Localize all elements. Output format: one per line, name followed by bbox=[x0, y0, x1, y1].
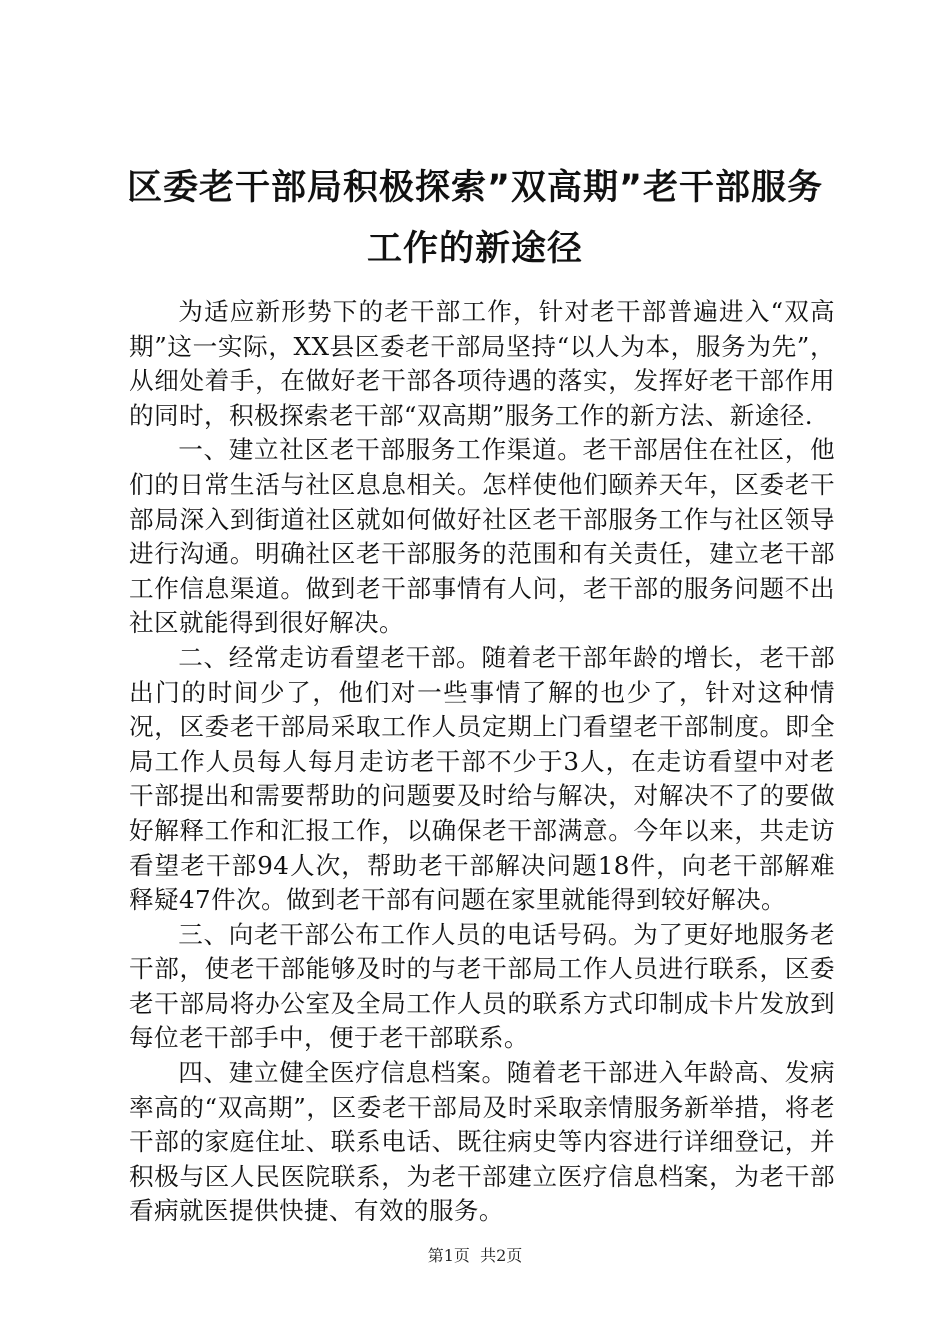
document-body bbox=[129, 295, 835, 1229]
paragraph-intro: 为适应新形势下的老干部工作，针对老干部普遍进入“双高期”这一实际，XX县区委老干部局坚持“以人为本，服务为先”，从细处着手，在做好老干部各项待遇的落实，发挥好老干部作用的同时，积极探索老干部“双高期”服务工作的新方法、新途径. bbox=[129, 297, 835, 430]
document-title-line-2: 工作的新途径 bbox=[366, 229, 583, 269]
page-number: 第1页 共2页 bbox=[427, 1246, 523, 1265]
paragraph-section-3: 三、向老干部公布工作人员的电话号码。为了更好地服务老干部，使老干部能够及时的与老干部局工作人员进行联系，区委老干部局将办公室及全局工作人员的联系方式印制成卡片发放到每位老干部手中，便于老干部联系。 bbox=[129, 919, 835, 1053]
paragraph-section-2: 二、经常走访看望老干部。随着老干部年龄的增长，老干部出门的时间少了，他们对一些事情了解的也少了，针对这种情况，区委老干部局采取工作人员定期上门看望老干部制度。即全局工作人员每人每月走访老干部不少于3人，在走访看望中对老干部提出和需要帮助的问题要及时给与解决，对解决不了的要做好解释工作和汇报工作，以确保老干部满意。今年以来，共走访看望老干部94人次，帮助老干部解决问题18件，向老干部解难释疑47件次。做到老干部有问题在家里就能得到较好解决。 bbox=[129, 642, 835, 915]
page-footer bbox=[0, 1243, 950, 1266]
paragraph-section-1: 一、建立社区老干部服务工作渠道。老干部居住在社区，他们的日常生活与社区息息相关。怎样使他们颐养天年，区委老干部局深入到街道社区就如何做好社区老干部服务工作与社区领导进行沟通。明确社区老干部服务的范围和有关责任，建立老干部工作信息渠道。做到老干部事情有人问，老干部的服务问题不出社区就能得到很好解决。 bbox=[129, 435, 835, 638]
document-title-line-1: 区委老干部局积极探索”双高期”老干部服务 bbox=[126, 168, 823, 208]
paragraph-section-4: 四、建立健全医疗信息档案。随着老干部进入年龄高、发病率高的“双高期”，区委老干部局及时采取亲情服务新举措，将老干部的家庭住址、联系电话、既往病史等内容进行详细登记，并积极与区人民医院联系，为老干部建立医疗信息档案，为老干部看病就医提供快捷、有效的服务。 bbox=[129, 1058, 835, 1226]
